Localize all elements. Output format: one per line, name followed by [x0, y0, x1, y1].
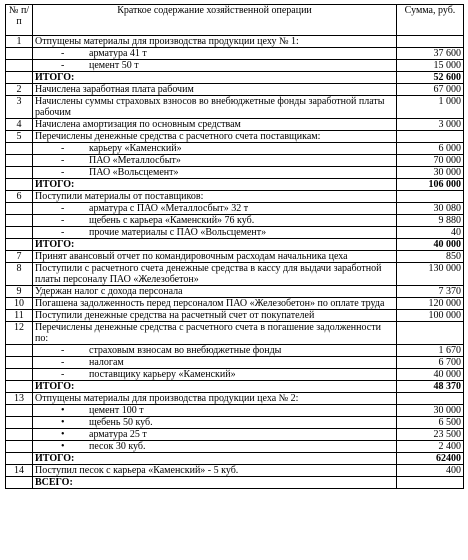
- row-number: [6, 345, 33, 357]
- row-description: [33, 167, 397, 179]
- row-description: [33, 203, 397, 215]
- row-number: 1: [6, 36, 33, 48]
- row-sum: [397, 477, 464, 489]
- table-row: [6, 369, 464, 381]
- row-sum: 15 000: [397, 60, 464, 72]
- row-sum: 100 000: [397, 310, 464, 322]
- row-description: ИТОГО:: [33, 453, 397, 465]
- row-sum: 30 000: [397, 167, 464, 179]
- row-description-text: - арматура 41 т: [35, 48, 147, 59]
- row-number: 12: [6, 322, 33, 345]
- table-row: [6, 203, 464, 215]
- table-row: [6, 84, 464, 96]
- row-number: [6, 48, 33, 60]
- row-description: Отпущены материалы для производства продукции цеха № 2:: [33, 393, 397, 405]
- table-body: [6, 36, 464, 489]
- row-sum: 67 000: [397, 84, 464, 96]
- row-sum: 6 700: [397, 357, 464, 369]
- table-row: [6, 251, 464, 263]
- row-number: 2: [6, 84, 33, 96]
- row-description-text: - арматура с ПАО «Металлосбыт» 32 т: [35, 203, 248, 214]
- row-description-text: - ПАО «Металлосбыт»: [35, 155, 181, 166]
- row-description: [33, 417, 397, 429]
- operations-table: [5, 4, 464, 489]
- table-row: [6, 429, 464, 441]
- row-sum: 850: [397, 251, 464, 263]
- row-sum: 6 000: [397, 143, 464, 155]
- table-row: [6, 345, 464, 357]
- table-row: [6, 393, 464, 405]
- row-description: Перечислены денежные средства с расчетного счета поставщикам:: [33, 131, 397, 143]
- row-sum: 1 670: [397, 345, 464, 357]
- row-sum: 2 400: [397, 441, 464, 453]
- table-row: [6, 191, 464, 203]
- row-description-text: • песок 30 куб.: [35, 441, 146, 452]
- header-description: Краткое содержание хозяйственной операции: [33, 5, 397, 36]
- row-description: [33, 429, 397, 441]
- table-row: [6, 96, 464, 119]
- table-row: [6, 441, 464, 453]
- total-row: [6, 72, 464, 84]
- table-row: [6, 155, 464, 167]
- row-description-text: - прочие материалы с ПАО «Вольсцемент»: [35, 227, 266, 238]
- row-number: 10: [6, 298, 33, 310]
- row-number: [6, 453, 33, 465]
- row-sum: 3 000: [397, 119, 464, 131]
- row-sum: 70 000: [397, 155, 464, 167]
- table-row: [6, 465, 464, 477]
- table-row: [6, 48, 464, 60]
- row-number: [6, 429, 33, 441]
- row-description: [33, 60, 397, 72]
- row-sum: 40: [397, 227, 464, 239]
- row-number: [6, 477, 33, 489]
- row-sum: [397, 322, 464, 345]
- row-description: Принят авансовый отчет по командировочным расходам начальника цеха: [33, 251, 397, 263]
- table-row: [6, 131, 464, 143]
- total-row: [6, 477, 464, 489]
- row-sum: 1 000: [397, 96, 464, 119]
- row-sum: [397, 36, 464, 48]
- row-description-text: - щебень с карьера «Каменский» 76 куб.: [35, 215, 254, 226]
- row-description: Отпущены материалы для производства продукции цеху № 1:: [33, 36, 397, 48]
- table-row: [6, 215, 464, 227]
- row-number: [6, 405, 33, 417]
- row-description-text: • щебень 50 куб.: [35, 417, 153, 428]
- row-description-text: - поставщику карьеру «Каменский»: [35, 369, 236, 380]
- row-sum: 30 000: [397, 405, 464, 417]
- header-sum: Сумма, руб.: [397, 5, 464, 36]
- row-description: Поступили денежные средства на расчетный счет от покупателей: [33, 310, 397, 322]
- row-number: [6, 239, 33, 251]
- row-sum: 7 370: [397, 286, 464, 298]
- table-row: [6, 167, 464, 179]
- row-description: [33, 155, 397, 167]
- row-number: [6, 215, 33, 227]
- row-number: 11: [6, 310, 33, 322]
- row-description-text: - карьеру «Каменский»: [35, 143, 182, 154]
- table-header-row: [6, 5, 464, 36]
- table-row: [6, 227, 464, 239]
- row-description: ВСЕГО:: [33, 477, 397, 489]
- row-sum: 23 500: [397, 429, 464, 441]
- row-sum: 9 880: [397, 215, 464, 227]
- row-sum: [397, 393, 464, 405]
- row-description: [33, 143, 397, 155]
- table-row: [6, 143, 464, 155]
- row-description: Удержан налог с дохода персонала: [33, 286, 397, 298]
- total-row: [6, 239, 464, 251]
- table-row: [6, 36, 464, 48]
- table-row: [6, 357, 464, 369]
- row-sum: 106 000: [397, 179, 464, 191]
- row-description-text: - страховым взносам во внебюджетные фонды: [35, 345, 281, 356]
- row-description: Начислены суммы страховых взносов во внебюджетные фонды заработной платы рабочим: [33, 96, 397, 119]
- row-description: Начислена амортизация по основным средствам: [33, 119, 397, 131]
- row-number: [6, 203, 33, 215]
- row-sum: 40 000: [397, 369, 464, 381]
- row-sum: 30 080: [397, 203, 464, 215]
- row-description: [33, 357, 397, 369]
- table-row: [6, 286, 464, 298]
- row-number: 8: [6, 263, 33, 286]
- row-sum: 130 000: [397, 263, 464, 286]
- row-number: 4: [6, 119, 33, 131]
- row-sum: 62400: [397, 453, 464, 465]
- row-number: 5: [6, 131, 33, 143]
- row-description-text: - цемент 50 т: [35, 60, 139, 71]
- row-sum: 120 000: [397, 298, 464, 310]
- row-number: [6, 369, 33, 381]
- row-description-text: • арматура 25 т: [35, 429, 147, 440]
- total-row: [6, 453, 464, 465]
- table-row: [6, 322, 464, 345]
- row-description: [33, 215, 397, 227]
- row-description: [33, 369, 397, 381]
- row-number: [6, 417, 33, 429]
- row-description-text: - ПАО «Вольсцемент»: [35, 167, 178, 178]
- row-number: [6, 179, 33, 191]
- row-number: 6: [6, 191, 33, 203]
- table-row: [6, 298, 464, 310]
- row-description: ИТОГО:: [33, 72, 397, 84]
- header-number: № п/п: [6, 5, 33, 36]
- row-number: [6, 143, 33, 155]
- row-number: [6, 381, 33, 393]
- row-sum: 40 000: [397, 239, 464, 251]
- row-description: [33, 441, 397, 453]
- row-sum: 400: [397, 465, 464, 477]
- row-description: Поступили с расчетного счета денежные средства в кассу для выдачи заработной платы персоналу ПАО «Железобетон»: [33, 263, 397, 286]
- row-number: [6, 155, 33, 167]
- row-sum: 48 370: [397, 381, 464, 393]
- row-sum: [397, 131, 464, 143]
- row-description: [33, 48, 397, 60]
- total-row: [6, 381, 464, 393]
- table-row: [6, 119, 464, 131]
- row-description: ИТОГО:: [33, 179, 397, 191]
- row-description: Погашена задолженность перед персоналом ПАО «Железобетон» по оплате труда: [33, 298, 397, 310]
- row-description: Поступил песок с карьера «Каменский» - 5 куб.: [33, 465, 397, 477]
- table-row: [6, 417, 464, 429]
- table-row: [6, 405, 464, 417]
- row-sum: 37 600: [397, 48, 464, 60]
- table-row: [6, 310, 464, 322]
- table-row: [6, 263, 464, 286]
- row-description-text: • цемент 100 т: [35, 405, 144, 416]
- row-description: Начислена заработная плата рабочим: [33, 84, 397, 96]
- row-number: 3: [6, 96, 33, 119]
- row-number: [6, 357, 33, 369]
- operations-document: [5, 4, 464, 489]
- row-number: [6, 72, 33, 84]
- row-description: Перечислены денежные средства с расчетного счета в погашение задолженности по:: [33, 322, 397, 345]
- row-number: 14: [6, 465, 33, 477]
- row-description-text: - налогам: [35, 357, 124, 368]
- row-sum: 6 500: [397, 417, 464, 429]
- row-description: [33, 345, 397, 357]
- row-description: ИТОГО:: [33, 381, 397, 393]
- row-number: [6, 167, 33, 179]
- row-description: [33, 405, 397, 417]
- total-row: [6, 179, 464, 191]
- row-number: 13: [6, 393, 33, 405]
- row-description: Поступили материалы от поставщиков:: [33, 191, 397, 203]
- row-number: 9: [6, 286, 33, 298]
- row-number: 7: [6, 251, 33, 263]
- row-number: [6, 441, 33, 453]
- row-number: [6, 227, 33, 239]
- row-sum: [397, 191, 464, 203]
- row-number: [6, 60, 33, 72]
- table-row: [6, 60, 464, 72]
- row-description: ИТОГО:: [33, 239, 397, 251]
- row-description: [33, 227, 397, 239]
- row-sum: 52 600: [397, 72, 464, 84]
